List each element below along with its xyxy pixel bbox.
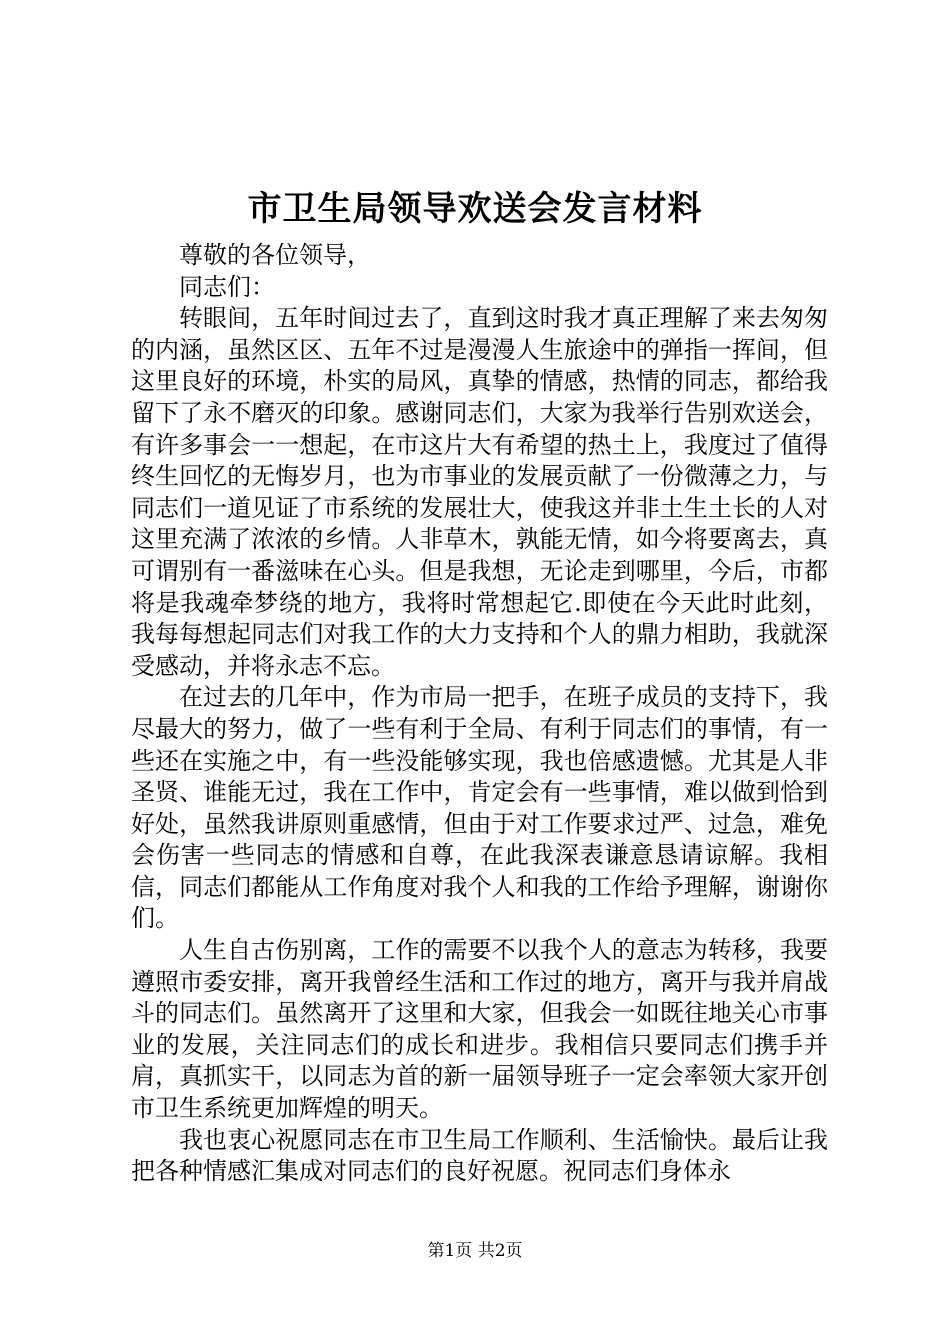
salutation-line: 同志们： [179, 272, 275, 301]
salutation-line: 尊敬的各位领导， [179, 241, 371, 269]
document-title: 市卫生局领导欢送会发言材料 [247, 189, 703, 229]
document-body [131, 240, 828, 1188]
body-paragraph: 人生自古伤别离，工作的需要不以我个人的意志为转移，我要遵照市委安排，离开我曾经生活和工作过的地方，离开与我并肩战斗的同志们。虽然离开了这里和大家，但我会一如既往地关心市事业的发展，关注同志们的成长和进步。我相信只要同志们携手并肩，真抓实干，以同志为首的新一届领导班子一定会率领大家开创市卫生系统更加辉煌的明天。 [131, 936, 828, 1123]
body-paragraph: 我也衷心祝愿同志在市卫生局工作顺利、生活愉快。最后让我把各种情感汇集成对同志们的良好祝愿。祝同志们身体永 [131, 1125, 828, 1186]
page-footer: 第1页 共2页 [427, 1241, 523, 1261]
body-paragraph: 转眼间，五年时间过去了，直到这时我才真正理解了来去匆匆的内涵，虽然区区、五年不过是漫漫人生旅途中的弹指一挥间，但这里良好的环境，朴实的局风，真挚的情感，热情的同志，都给我留下了永不磨灭的印象。感谢同志们，大家为我举行告别欢送会，有许多事会一一想起，在市这片大有希望的热土上，我度过了值得终生回忆的无悔岁月，也为市事业的发展贡献了一份微薄之力，与同志们一道见证了市系统的发展壮大，使我这并非土生土长的人对这里充满了浓浓的乡情。人非草木，孰能无情，如今将要离去，真可谓别有一番滋味在心头。但是我想，无论走到哪里，今后，市都将是我魂牵梦绕的地方，我将时常想起它.即使在今天此时此刻，我每每想起同志们对我工作的大力支持和个人的鼎力相助，我就深受感动，并将永志不忘。 [131, 304, 828, 680]
body-paragraph: 在过去的几年中，作为市局一把手，在班子成员的支持下，我尽最大的努力，做了一些有利于全局、有利于同志们的事情，有一些还在实施之中，有一些没能够实现，我也倍感遗憾。尤其是人非圣贤、谁能无过，我在工作中，肯定会有一些事情，难以做到恰到好处，虽然我讲原则重感情，但由于对工作要求过严、过急，难免会伤害一些同志的情感和自尊，在此我深表谦意恳请谅解。我相信，同志们都能从工作角度对我个人和我的工作给予理解，谢谢你们。 [131, 683, 828, 933]
